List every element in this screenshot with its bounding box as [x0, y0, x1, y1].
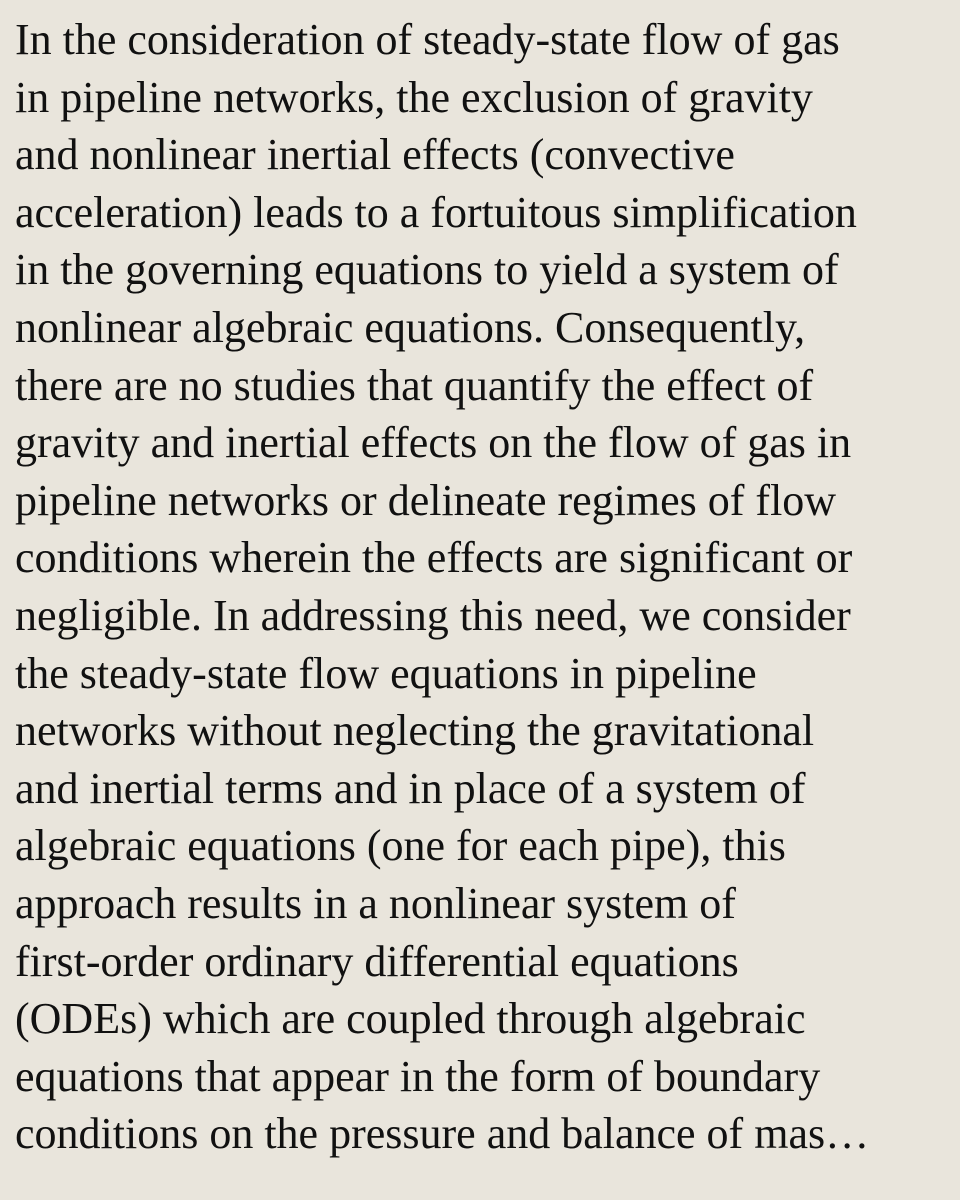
text-line: In the consideration of steady-state flow of gas	[15, 15, 840, 64]
text-line: and inertial terms and in place of a system of	[15, 763, 806, 813]
text-line: algebraic equations (one for each pipe), this	[15, 821, 786, 871]
text-line: conditions wherein the effects are significant or	[15, 533, 853, 583]
text-line: in pipeline networks, the exclusion of gravity	[15, 72, 813, 122]
text-line: gravity and inertial effects on the flow of gas in	[15, 418, 852, 468]
text-line: networks without neglecting the gravitational	[15, 706, 815, 756]
text-line: pipeline networks or delineate regimes of flow	[15, 475, 837, 525]
text-line: nonlinear algebraic equations. Consequently,	[15, 302, 806, 352]
text-line: the steady-state flow equations in pipeline	[15, 648, 757, 698]
abstract-paragraph	[15, 11, 955, 1163]
text-line: negligible. In addressing this need, we consider	[15, 590, 851, 640]
text-line: acceleration) leads to a fortuitous simplification	[15, 187, 857, 237]
text-line: conditions on the pressure and balance of mas…	[15, 1109, 870, 1159]
text-line: equations that appear in the form of boundary	[15, 1051, 821, 1101]
text-line: and nonlinear inertial effects (convective	[15, 130, 735, 180]
text-line: approach results in a nonlinear system of	[15, 878, 736, 928]
text-line: there are no studies that quantify the effect of	[15, 360, 814, 410]
text-line: in the governing equations to yield a system of	[15, 245, 839, 295]
text-line: (ODEs) which are coupled through algebraic	[15, 994, 806, 1044]
text-line: first-order ordinary differential equations	[15, 936, 739, 986]
